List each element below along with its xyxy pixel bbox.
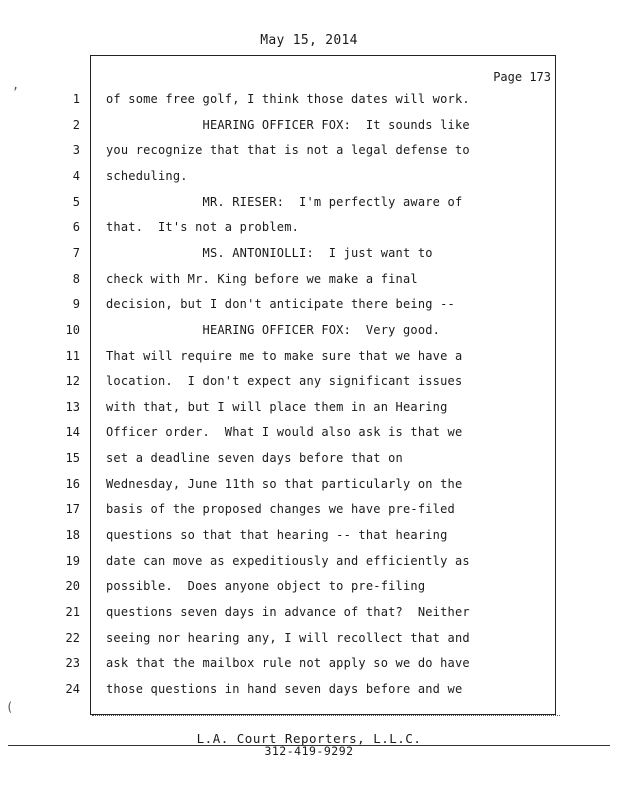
line-text: of some free golf, I think those dates will work. [106,92,470,106]
transcript-line [0,451,618,477]
transcript-line [0,246,618,272]
line-number: 14 [65,425,80,440]
transcript-line [0,297,618,323]
line-text: possible. Does anyone object to pre-filing [106,579,426,594]
line-number: 8 [72,271,80,286]
transcript-line [0,169,618,195]
transcript-line [0,477,618,503]
line-number: 22 [65,630,80,645]
line-text: HEARING OFFICER FOX: It sounds like [106,117,470,132]
transcript-line [0,374,618,400]
line-number: 11 [65,348,80,363]
line-number: 16 [65,476,80,491]
line-text: questions so that that hearing -- that hearing [106,528,448,543]
line-number: 10 [65,322,80,337]
line-text: those questions in hand seven days before and we [106,681,463,696]
page-number: Page 173 [493,70,551,84]
line-text: decision, but I don't anticipate there being -- [106,297,455,312]
line-text: set a deadline seven days before that on [106,451,403,466]
line-number: 21 [65,605,80,619]
line-number: 18 [65,528,80,543]
line-number: 5 [72,194,80,209]
line-number: 3 [72,143,80,158]
line-text: basis of the proposed changes we have pre-filed [106,502,455,517]
line-text: that. It's not a problem. [106,220,300,235]
line-number: 6 [72,220,80,235]
line-number: 24 [65,681,80,696]
transcript-line [0,425,618,451]
transcript-line [0,220,618,246]
transcript-line [0,143,618,169]
line-number: 20 [65,579,80,594]
line-text: HEARING OFFICER FOX: Very good. [106,322,441,337]
line-number: 17 [65,502,80,517]
transcript-line [0,349,618,375]
line-number: 23 [65,656,80,671]
transcript-line [0,656,618,682]
scan-artifact-mark: , [12,78,20,92]
line-number: 1 [72,92,80,106]
transcript-line [0,118,618,144]
line-text: MR. RIESER: I'm perfectly aware of [106,194,463,209]
scan-artifact-bracket: ( [6,700,14,714]
transcript-line [0,272,618,298]
line-text: seeing nor hearing any, I will recollect that and [106,630,470,645]
line-number: 15 [65,451,80,466]
line-text: That will require me to make sure that we have a [106,348,463,363]
line-number: 7 [72,245,80,260]
line-text: date can move as expeditiously and efficiently as [106,553,470,568]
line-text: Wednesday, June 11th so that particularly on the [106,476,463,491]
line-text: you recognize that that is not a legal defense to [106,143,470,158]
line-text: with that, but I will place them in an Hearing [106,399,448,414]
line-text: ask that the mailbox rule not apply so we do have [106,656,470,671]
line-text: questions seven days in advance of that? Neither [106,605,470,619]
transcript-date: May 15, 2014 [260,33,358,48]
line-text: MS. ANTONIOLLI: I just want to [106,245,433,260]
transcript-line [0,579,618,605]
transcript-line [0,528,618,554]
frame-bottom-edge [92,715,560,719]
transcript-line [0,631,618,657]
line-text: Officer order. What I would also ask is that we [106,425,463,440]
line-text: check with Mr. King before we make a final [106,271,418,286]
transcript-line [0,92,618,118]
line-text: scheduling. [106,168,188,183]
court-reporter-company: L.A. Court Reporters, L.L.C. [196,731,422,746]
transcript-line [0,400,618,426]
line-number: 12 [65,374,80,389]
transcript-line [0,682,618,708]
transcript-line [0,502,618,528]
line-text: location. I don't expect any significant issues [106,374,463,389]
transcript-line [0,195,618,221]
line-number: 19 [65,553,80,568]
line-number: 9 [72,297,80,312]
court-reporter-phone: 312-419-9292 [264,744,354,758]
transcript-line [0,323,618,349]
line-number: 2 [72,117,80,132]
transcript-line [0,554,618,580]
line-number: 4 [72,168,80,183]
transcript-line [0,605,618,631]
line-number: 13 [65,399,80,414]
